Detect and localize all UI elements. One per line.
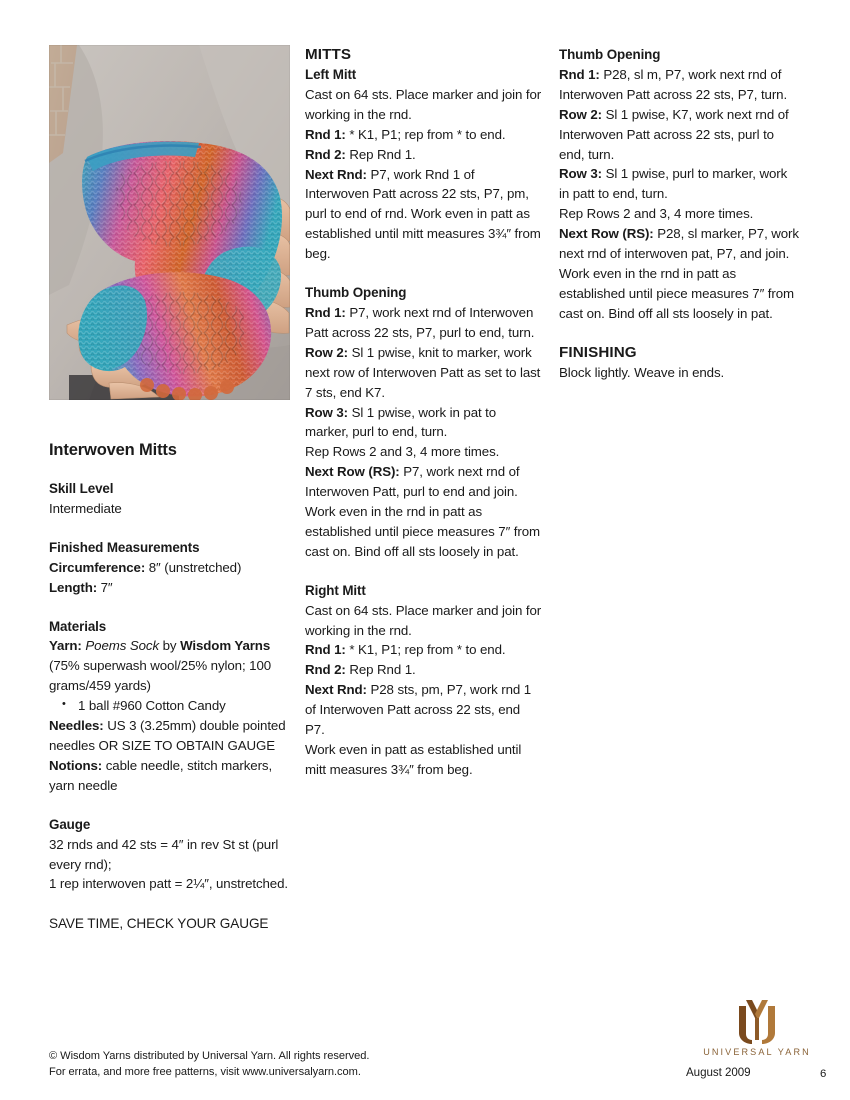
right-mitt-next-rnd [305, 680, 542, 740]
left-mitt-rnd2-value: Rep Rnd 1. [345, 146, 416, 162]
length-row [49, 578, 292, 598]
footer-copyright [49, 1049, 469, 1080]
page-title: Interwoven Mitts [49, 441, 177, 459]
length-label: Length: [49, 579, 98, 595]
footer-date: August 2009 [686, 1066, 751, 1079]
yarn-detail: (75% superwash wool/25% nylon; 100 grams/459 yards) [49, 658, 272, 694]
materials-heading: Materials [49, 618, 107, 634]
right-thumb-next-row [559, 224, 799, 264]
left-thumb-opening-heading: Thumb Opening [305, 285, 407, 301]
right-mitt-rnd2 [305, 660, 542, 680]
right-thumb-closing: Work even in the rnd in patt as established until piece measures 7″ from cast on. Bind off all sts loosely in pat. [559, 265, 795, 321]
mitts-photo [49, 45, 290, 400]
right-thumb-rnd1 [559, 65, 799, 105]
left-mitt-rnd2 [305, 145, 542, 165]
mitts-heading: MITTS [305, 46, 352, 63]
finishing-text: Block lightly. Weave in ends. [559, 364, 725, 380]
left-thumb-row3 [305, 403, 542, 443]
right-thumb-rnd1-label: Rnd 1: [559, 66, 600, 82]
left-mitt-heading: Left Mitt [305, 67, 357, 82]
needles-row [49, 716, 292, 756]
universal-yarn-wordmark: UNIVERSAL YARN [703, 1047, 811, 1057]
left-thumb-next-row-label: Next Row (RS): [305, 464, 400, 480]
gauge-line-2: 1 rep interwoven patt = 2¼″, unstretched. [49, 876, 288, 892]
right-thumb-opening-heading: Thumb Opening [559, 47, 661, 62]
right-mitt-rnd2-label: Rnd 2: [305, 662, 346, 678]
footer-copyright-line-1: © Wisdom Yarns distributed by Universal Yarn. All rights reserved. [49, 1050, 370, 1062]
right-mitt-next-rnd-value: P28 sts, pm, P7, work rnd 1 of Interwoven Patt across 22 sts, end P7. [305, 682, 532, 738]
needles-value: US 3 (3.25mm) double pointed needles OR SIZE TO OBTAIN GAUGE [49, 718, 286, 753]
circumference-label: Circumference: [49, 559, 146, 575]
left-thumb-row3-label: Row 3: [305, 404, 348, 420]
left-thumb-next-row [305, 462, 542, 502]
yarn-name: Poems Sock [85, 638, 160, 654]
right-mitt-intro: Cast on 64 sts. Place marker and join for working in the rnd. [305, 602, 542, 638]
gauge-line-1: 32 rnds and 42 sts = 4″ in rev St st (purl every rnd); [49, 836, 279, 872]
finishing-heading: FINISHING [559, 343, 637, 361]
needles-label: Needles: [49, 718, 104, 734]
skill-level-heading: Skill Level [49, 481, 114, 496]
left-thumb-row2 [305, 343, 542, 403]
left-thumb-rnd1-value: P7, work next rnd of Interwoven Patt across 22 sts, P7, purl to end, turn. [305, 304, 535, 340]
right-mitt-closing: Work even in patt as established until mitt measures 3¾″ from beg. [305, 742, 522, 777]
left-thumb-closing: Work even in the rnd in patt as established until piece measures 7″ from cast on. Bind off all sts loosely in pat. [305, 504, 541, 559]
circumference-value: 8″ (unstretched) [145, 559, 242, 575]
left-thumb-row2-value: Sl 1 pwise, knit to marker, work next row of Interwoven Patt as set to last 7 sts, end K7. [305, 344, 541, 400]
left-mitt-intro: Cast on 64 sts. Place marker and join for working in the rnd. [305, 86, 542, 122]
right-thumb-row2-label: Row 2: [559, 106, 602, 122]
left-mitt-next-rnd-value: P7, work Rnd 1 of Interwoven Patt across 22 sts, P7, pm, purl to end of rnd. Work even in patt as established until mitt measures 3¾″ from beg. [305, 166, 541, 262]
left-thumb-rep-rows: Rep Rows 2 and 3, 4 more times. [305, 444, 500, 460]
right-mitt-rnd1-value: * K1, P1; rep from * to end. [345, 642, 506, 658]
left-thumb-rnd1-label: Rnd 1: [305, 304, 346, 320]
right-column [559, 45, 799, 383]
notions-value: cable needle, stitch markers, yarn needle [49, 757, 273, 793]
right-thumb-row3 [559, 164, 799, 204]
universal-yarn-logo [700, 1000, 814, 1057]
left-mitt-next-rnd-label: Next Rnd: [305, 166, 367, 182]
notions-label: Notions: [49, 757, 103, 773]
left-thumb-rnd1 [305, 303, 542, 343]
right-thumb-row3-value: Sl 1 pwise, purl to marker, work in patt to end, turn. [559, 166, 788, 202]
right-thumb-row2-value: Sl 1 pwise, K7, work next rnd of Interwoven Patt across 22 sts, purl to end, turn. [559, 106, 789, 162]
footer-page-number: 6 [820, 1068, 827, 1080]
left-thumb-row2-label: Row 2: [305, 344, 348, 360]
left-mitt-rnd1-label: Rnd 1: [305, 126, 346, 142]
yarn-by: by [159, 638, 181, 654]
middle-column [305, 45, 542, 780]
gauge-heading: Gauge [49, 816, 91, 832]
right-mitt-rnd2-value: Rep Rnd 1. [345, 662, 416, 678]
notions-row [49, 756, 292, 796]
left-mitt-rnd1-value: * K1, P1; rep from * to end. [345, 126, 506, 142]
right-thumb-next-row-value: P28, sl marker, P7, work next rnd of interwoven pat, P7, and join. [559, 226, 799, 262]
finished-measurements-heading: Finished Measurements [49, 539, 200, 555]
right-thumb-row2 [559, 105, 799, 165]
right-mitt-rnd1 [305, 640, 542, 660]
skill-level-value: Intermediate [49, 500, 122, 516]
universal-yarn-logo-icon [737, 1000, 777, 1044]
left-mitt-next-rnd [305, 165, 542, 265]
yarn-row [49, 636, 292, 656]
right-thumb-next-row-label: Next Row (RS): [559, 226, 654, 242]
right-mitt-rnd1-label: Rnd 1: [305, 642, 346, 658]
yarn-label: Yarn: [49, 638, 82, 654]
length-value: 7″ [97, 579, 113, 595]
list-item: • 1 ball #960 Cotton Candy [78, 696, 292, 716]
left-thumb-row3-value: Sl 1 pwise, work in pat to marker, purl to end, turn. [305, 404, 497, 440]
circumference-row [49, 558, 292, 578]
right-mitt-heading: Right Mitt [305, 582, 366, 598]
right-thumb-rnd1-value: P28, sl m, P7, work next rnd of Interwoven Patt across 22 sts, P7, turn. [559, 66, 788, 102]
left-column [49, 440, 292, 934]
save-time-note: SAVE TIME, CHECK YOUR GAUGE [49, 916, 269, 932]
mitts-photo-illustration [49, 45, 290, 400]
right-thumb-row3-label: Row 3: [559, 166, 602, 182]
left-mitt-rnd2-label: Rnd 2: [305, 146, 346, 162]
footer-copyright-line-2: For errata, and more free patterns, visit www.universalyarn.com. [49, 1065, 361, 1078]
yarn-brand: Wisdom Yarns [180, 638, 271, 654]
right-mitt-next-rnd-label: Next Rnd: [305, 682, 367, 698]
left-thumb-next-row-value: P7, work next rnd of Interwoven Patt, purl to end and join. [305, 464, 520, 500]
left-mitt-rnd1 [305, 125, 542, 145]
yarn-bullet-list [49, 696, 292, 716]
right-thumb-rep-rows: Rep Rows 2 and 3, 4 more times. [559, 206, 754, 222]
